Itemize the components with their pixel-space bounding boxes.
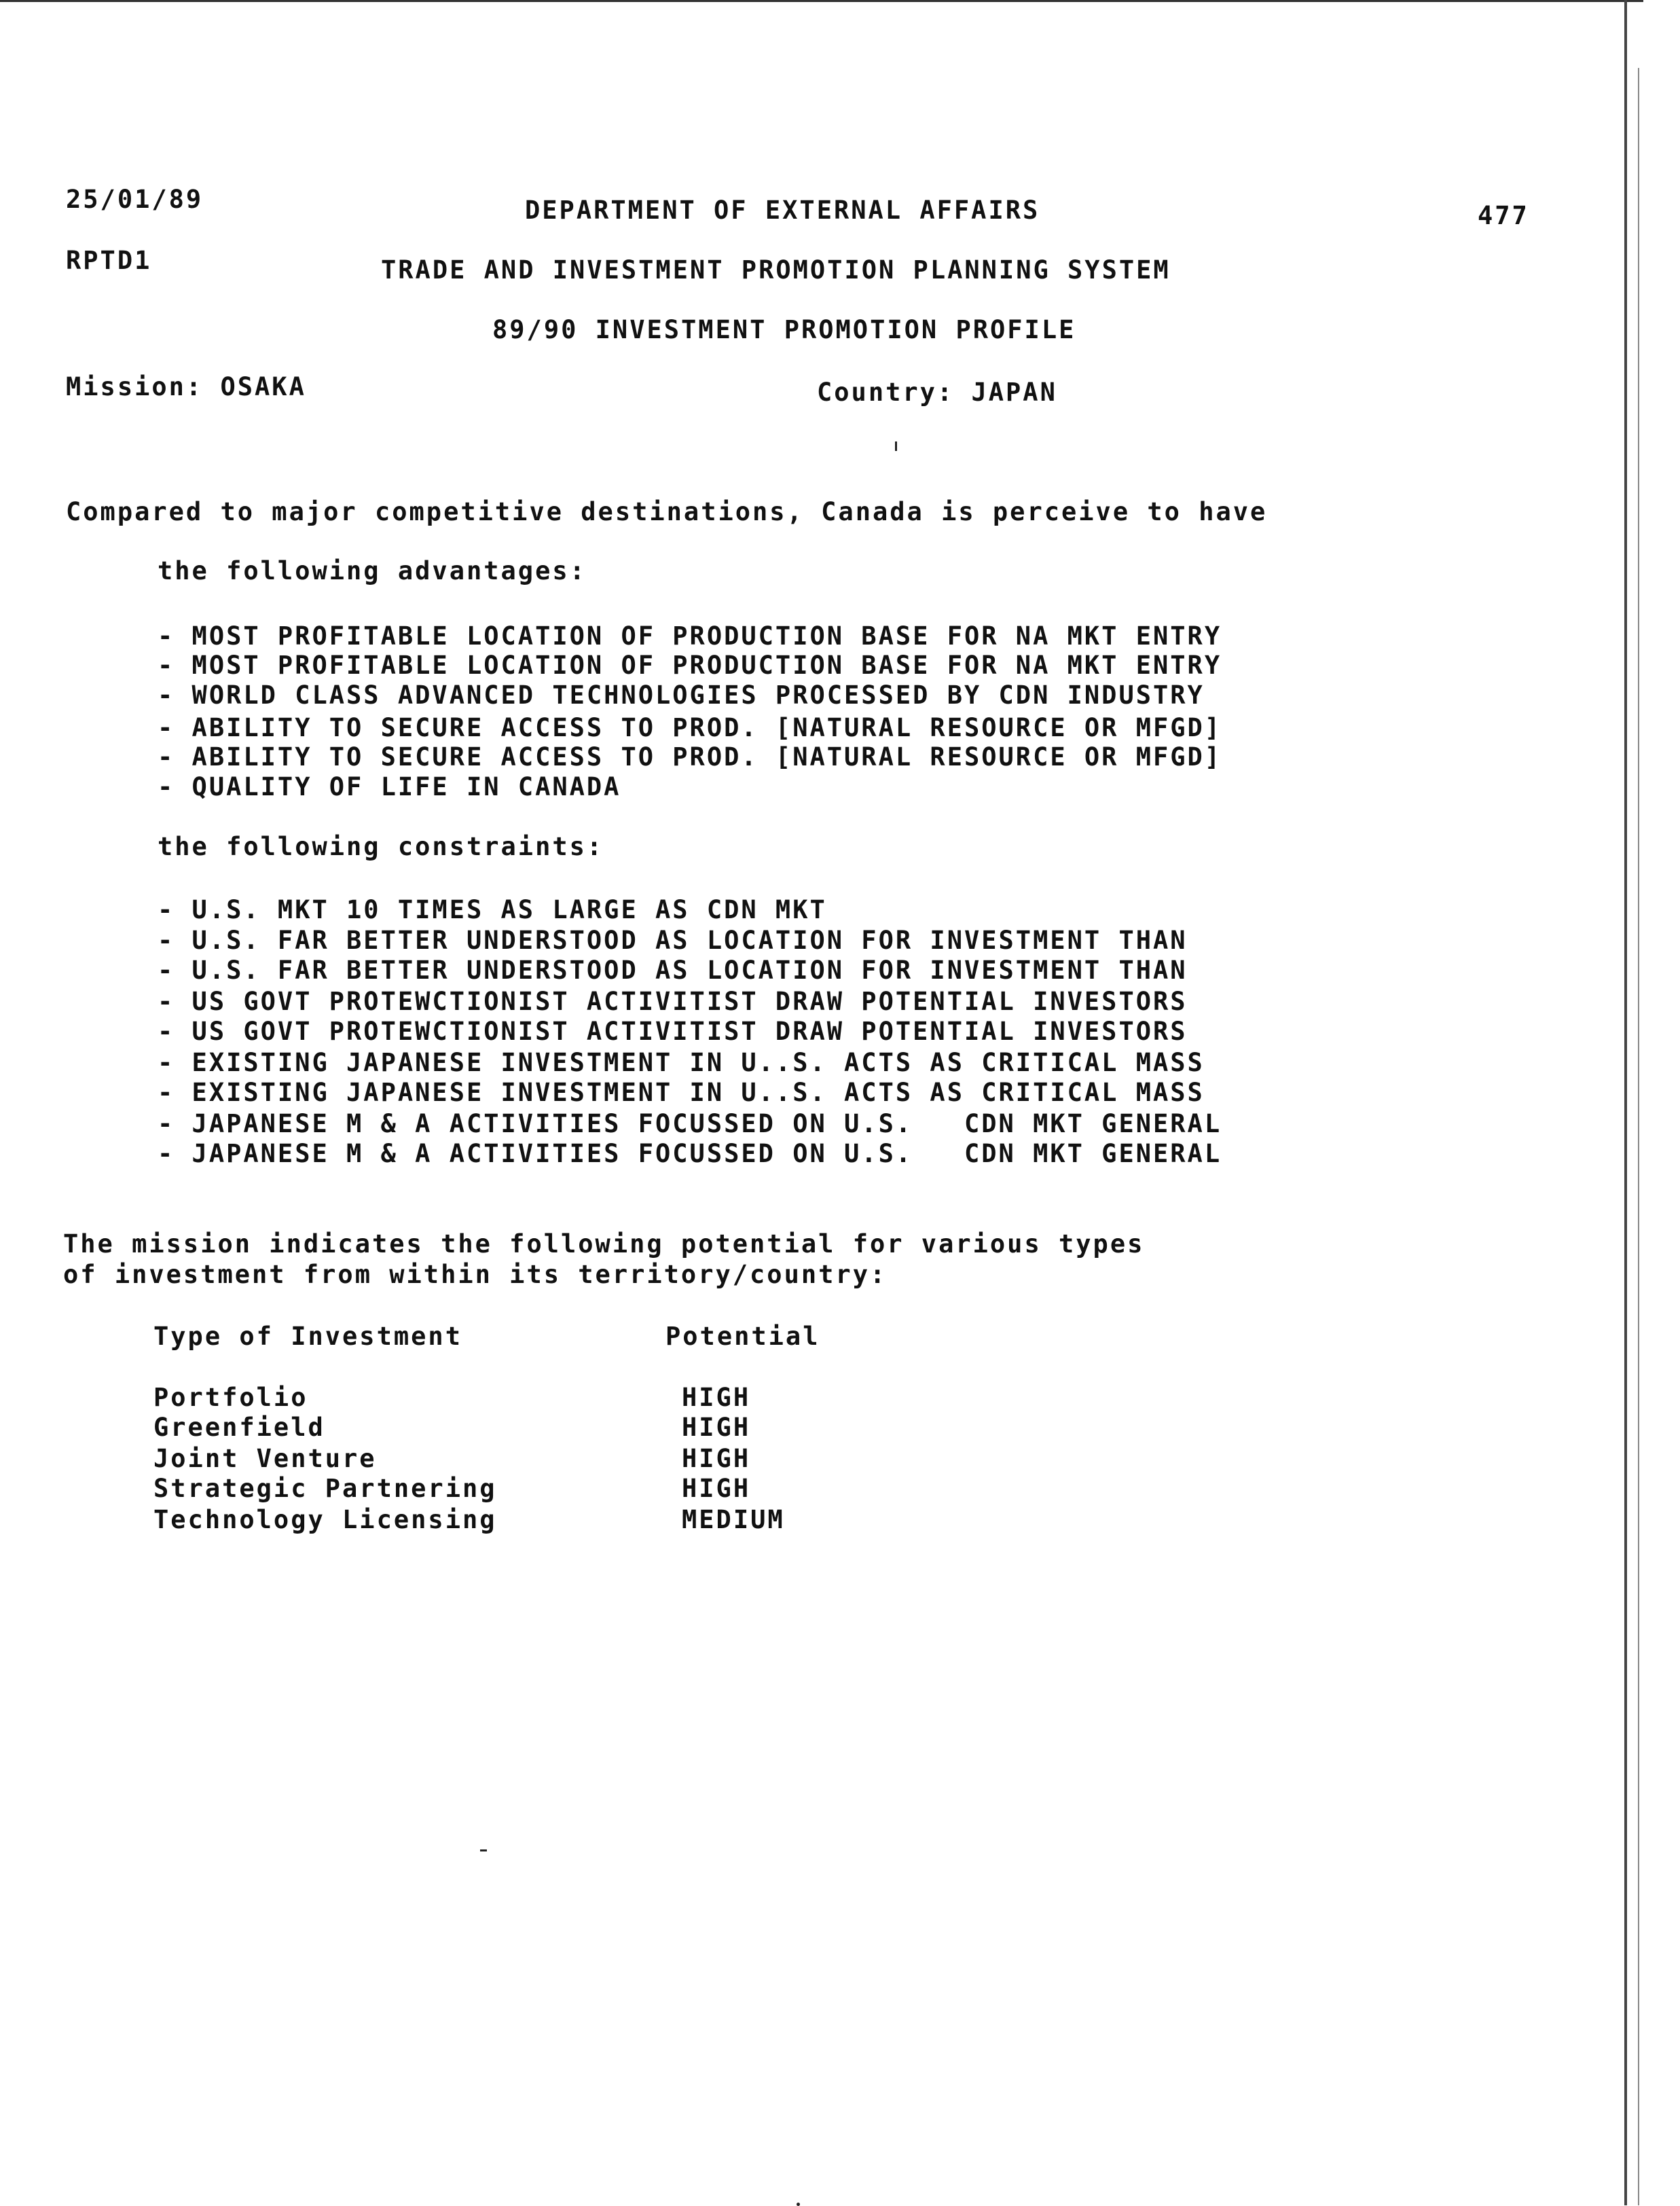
- potential-intro-line: of investment from within its territory/country:: [63, 1260, 888, 1289]
- department-title: DEPARTMENT OF EXTERNAL AFFAIRS: [525, 196, 1040, 225]
- constraint-item: - JAPANESE M & A ACTIVITIES FOCUSSED ON U.S. CDN MKT GENERAL: [158, 1109, 1222, 1138]
- advantage-item: - ABILITY TO SECURE ACCESS TO PROD. [NATURAL RESOURCE OR MFGD]: [158, 713, 1222, 742]
- intro-sentence: Compared to major competitive destinations, Canada is perceive to have: [66, 497, 1268, 526]
- advantage-item: - WORLD CLASS ADVANCED TECHNOLOGIES PROCESSED BY CDN INDUSTRY: [158, 681, 1205, 710]
- investment-type: Portfolio: [153, 1383, 308, 1412]
- investment-type: Joint Venture: [153, 1444, 377, 1473]
- constraint-item: - EXISTING JAPANESE INVESTMENT IN U..S. ACTS AS CRITICAL MASS: [158, 1078, 1205, 1107]
- report-id: RPTD1: [66, 246, 152, 275]
- investment-potential: HIGH: [682, 1474, 751, 1503]
- investment-potential: HIGH: [682, 1444, 751, 1473]
- report-date: 25/01/89: [66, 185, 204, 214]
- investment-type: Technology Licensing: [153, 1505, 497, 1534]
- profile-title: 89/90 INVESTMENT PROMOTION PROFILE: [492, 315, 1076, 344]
- scan-speck: [797, 2203, 800, 2206]
- potential-intro-line: The mission indicates the following potential for various types: [63, 1229, 1145, 1259]
- constraint-item: - US GOVT PROTEWCTIONIST ACTIVITIST DRAW POTENTIAL INVESTORS: [158, 987, 1188, 1016]
- column-header-type: Type of Investment: [153, 1322, 462, 1351]
- investment-potential: HIGH: [682, 1413, 751, 1442]
- page-right-edge: [1624, 0, 1627, 2205]
- constraint-item: - JAPANESE M & A ACTIVITIES FOCUSSED ON U.S. CDN MKT GENERAL: [158, 1139, 1222, 1168]
- constraint-item: - EXISTING JAPANESE INVESTMENT IN U..S. ACTS AS CRITICAL MASS: [158, 1048, 1205, 1077]
- constraint-item: - U.S. FAR BETTER UNDERSTOOD AS LOCATION FOR INVESTMENT THAN: [158, 956, 1188, 985]
- column-header-potential: Potential: [665, 1322, 820, 1351]
- scan-speck: [480, 1849, 487, 1851]
- system-title: TRADE AND INVESTMENT PROMOTION PLANNING SYSTEM: [381, 255, 1171, 285]
- advantages-heading: the following advantages:: [158, 556, 587, 585]
- advantage-item: - MOST PROFITABLE LOCATION OF PRODUCTION BASE FOR NA MKT ENTRY: [158, 651, 1222, 680]
- constraint-item: - U.S. MKT 10 TIMES AS LARGE AS CDN MKT: [158, 895, 827, 924]
- advantage-item: - QUALITY OF LIFE IN CANADA: [158, 772, 621, 801]
- page-top-edge: [0, 0, 1643, 2]
- advantage-item: - MOST PROFITABLE LOCATION OF PRODUCTION BASE FOR NA MKT ENTRY: [158, 621, 1222, 651]
- page-number: 477: [1478, 201, 1529, 230]
- scan-speck: [895, 441, 897, 451]
- investment-potential: HIGH: [682, 1383, 751, 1412]
- mission-label: Mission: OSAKA: [66, 372, 306, 401]
- constraint-item: - US GOVT PROTEWCTIONIST ACTIVITIST DRAW POTENTIAL INVESTORS: [158, 1017, 1188, 1046]
- investment-potential: MEDIUM: [682, 1505, 785, 1534]
- investment-type: Greenfield: [153, 1413, 325, 1442]
- investment-type: Strategic Partnering: [153, 1474, 497, 1503]
- constraints-heading: the following constraints:: [158, 832, 604, 861]
- page-right-shadow: [1638, 68, 1639, 2205]
- constraint-item: - U.S. FAR BETTER UNDERSTOOD AS LOCATION FOR INVESTMENT THAN: [158, 926, 1188, 955]
- advantage-item: - ABILITY TO SECURE ACCESS TO PROD. [NATURAL RESOURCE OR MFGD]: [158, 742, 1222, 772]
- country-label: Country: JAPAN: [817, 378, 1057, 407]
